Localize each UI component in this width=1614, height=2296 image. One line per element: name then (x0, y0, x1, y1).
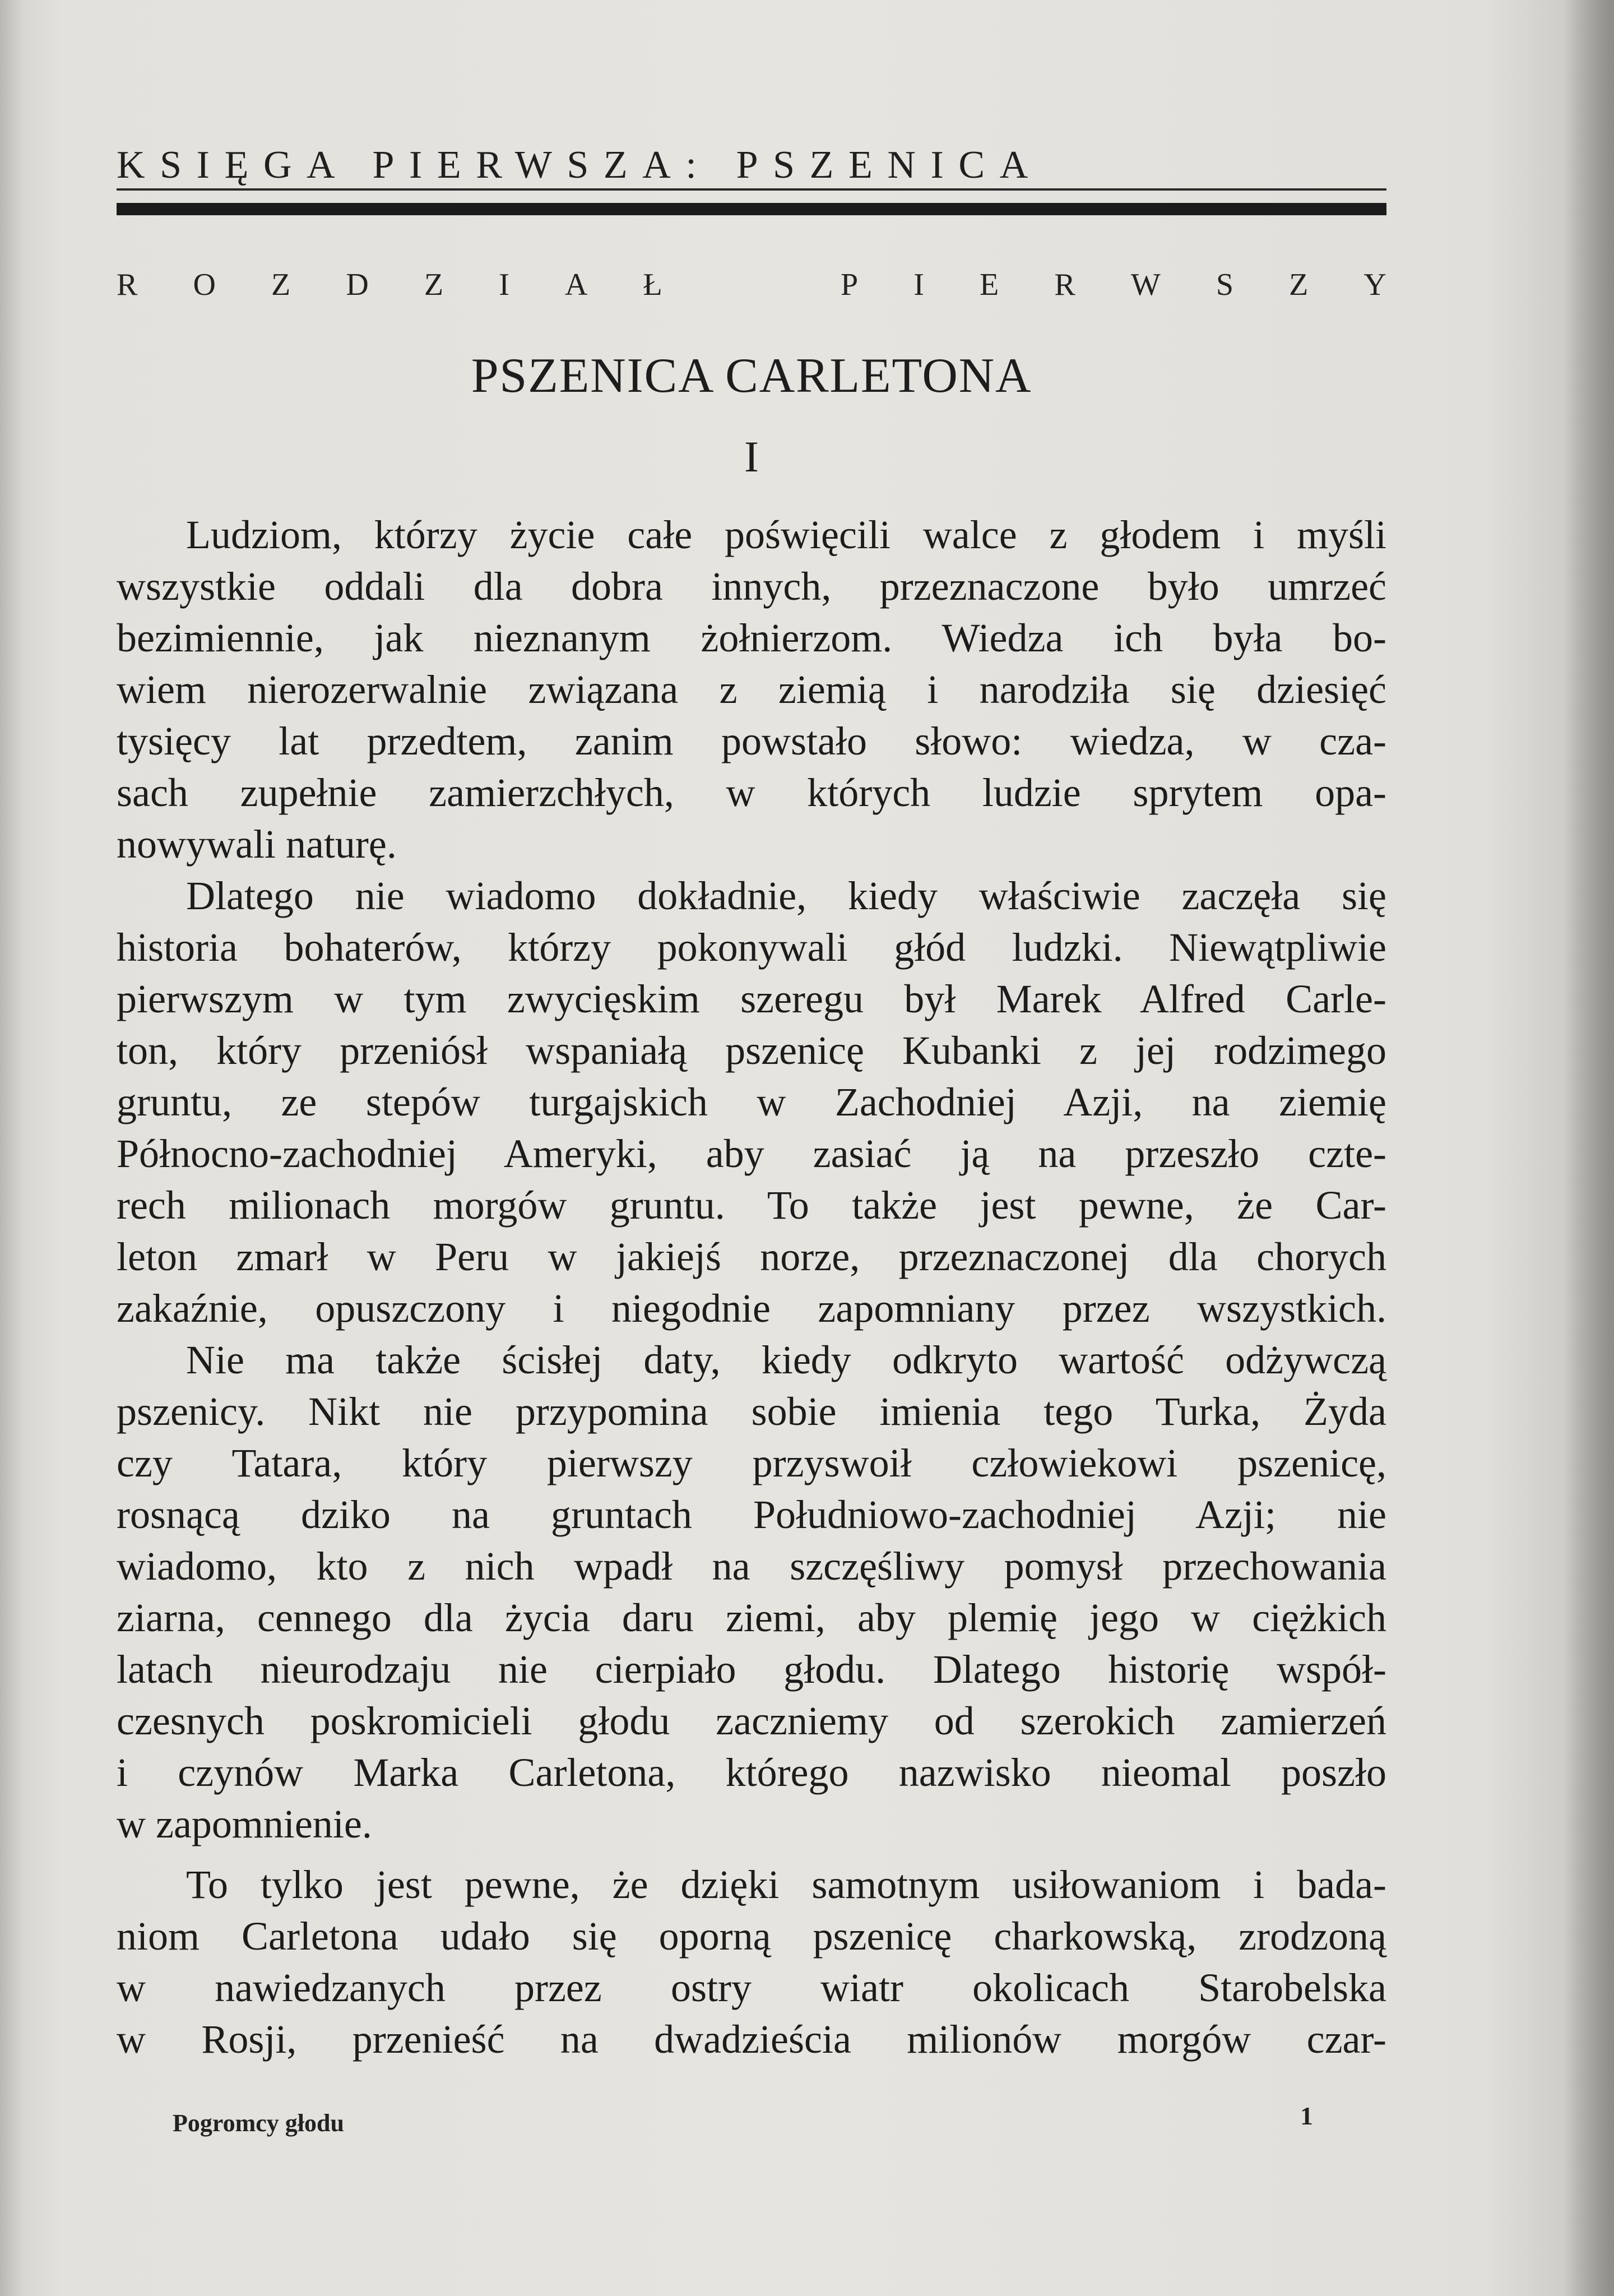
text-line: niom Carletona udało się oporną pszenicę charkowską, zrodzoną (117, 1914, 1386, 1959)
chapter-label-letter: S (1216, 267, 1233, 302)
page-edge-shadow (1564, 0, 1614, 2296)
header-rule-thin (117, 188, 1386, 191)
chapter-label-letter: Y (1363, 267, 1386, 302)
chapter-label-letter: O (193, 267, 216, 302)
chapter-label-letter: R (1054, 267, 1075, 302)
text-line: rosnącą dziko na gruntach Południowo-zachodniej Azji; nie (117, 1492, 1386, 1537)
text-line: leton zmarł w Peru w jakiejś norze, przeznaczonej dla chorych (117, 1234, 1386, 1279)
text-line: Dlatego nie wiadomo dokładnie, kiedy właściwie zaczęła się (186, 873, 1386, 918)
header-rule-thick (117, 203, 1386, 215)
footer-book-title: Pogromcy głodu (173, 2109, 344, 2137)
footer-signature-mark: 1 (1300, 2101, 1313, 2130)
text-line: latach nieurodzaju nie cierpiało głodu. Dlatego historię współ- (117, 1647, 1386, 1692)
chapter-label-letter: Z (1289, 267, 1309, 302)
chapter-label-letter: E (980, 267, 999, 302)
text-line: Ludziom, którzy życie całe poświęcili walce z głodem i myśli (186, 512, 1386, 557)
chapter-label-letter: D (346, 267, 369, 302)
text-line: bezimiennie, jak nieznanym żołnierzom. Wiedza ich była bo- (117, 615, 1386, 660)
chapter-title: PSZENICA CARLETONA (471, 349, 1032, 403)
chapter-label-letter: Z (271, 267, 291, 302)
text-line: sach zupełnie zamierzchłych, w których ludzie sprytem opa- (117, 770, 1386, 815)
chapter-label-letter: I (499, 267, 509, 302)
chapter-label-letter: Z (424, 267, 444, 302)
text-line: i czynów Marka Carletona, którego nazwisko nieomal poszło (117, 1750, 1386, 1795)
text-line: gruntu, ze stepów turgajskich w Zachodniej Azji, na ziemię (117, 1080, 1386, 1124)
text-line: nowywali naturę. (117, 822, 397, 867)
chapter-label (117, 262, 1386, 307)
text-line: wiem nierozerwalnie związana z ziemią i narodziła się dziesięć (117, 667, 1386, 712)
chapter-label-letter: Ł (643, 267, 662, 302)
text-line: ton, który przeniósł wspaniałą pszenicę Kubanki z jej rodzimego (117, 1028, 1386, 1073)
text-line: w zapomnienie. (117, 1802, 372, 1846)
chapter-label-letter: W (1130, 267, 1161, 302)
text-line: Nie ma także ścisłej daty, kiedy odkryto wartość odżywczą (186, 1337, 1386, 1382)
text-line: czesnych poskromicieli głodu zaczniemy od szerokich zamierzeń (117, 1698, 1386, 1743)
text-line: w Rosji, przenieść na dwadzieścia milionów morgów czar- (117, 2017, 1386, 2062)
text-line: ziarna, cennego dla życia daru ziemi, aby plemię jego w ciężkich (117, 1595, 1386, 1640)
chapter-label-letter: A (565, 267, 588, 302)
text-line: rech milionach morgów gruntu. To także jest pewne, że Car- (117, 1183, 1386, 1228)
chapter-label-letter: R (117, 267, 138, 302)
text-line: w nawiedzanych przez ostry wiatr okolicach Starobelska (117, 1965, 1386, 2010)
text-line: zakaźnie, opuszczony i niegodnie zapomniany przez wszystkich. (117, 1286, 1386, 1331)
text-line: To tylko jest pewne, że dzięki samotnym usiłowaniom i bada- (186, 1862, 1386, 1907)
text-line: wszystkie oddali dla dobra innych, przeznaczone było umrzeć (117, 564, 1386, 609)
section-numeral: I (744, 432, 759, 481)
chapter-label-letter: P (841, 267, 859, 302)
body-text (117, 509, 1386, 2065)
text-line: pszenicy. Nikt nie przypomina sobie imienia tego Turka, Żyda (117, 1389, 1386, 1434)
text-line: Północno-zachodniej Ameryki, aby zasiać ją na przeszło czte- (117, 1131, 1386, 1176)
text-line: pierwszym w tym zwycięskim szeregu był Marek Alfred Carle- (117, 976, 1386, 1021)
text-line: historia bohaterów, którzy pokonywali głód ludzki. Niewątpliwie (117, 925, 1386, 970)
text-line: wiadomo, kto z nich wpadł na szczęśliwy pomysł przechowania (117, 1544, 1386, 1589)
text-line: tysięcy lat przedtem, zanim powstało słowo: wiedza, w cza- (117, 719, 1386, 763)
running-header: KSIĘGA PIERWSZA: PSZENICA (117, 144, 1043, 187)
chapter-label-letter: I (913, 267, 924, 302)
text-line: czy Tatara, który pierwszy przyswoił człowiekowi pszenicę, (117, 1441, 1386, 1485)
